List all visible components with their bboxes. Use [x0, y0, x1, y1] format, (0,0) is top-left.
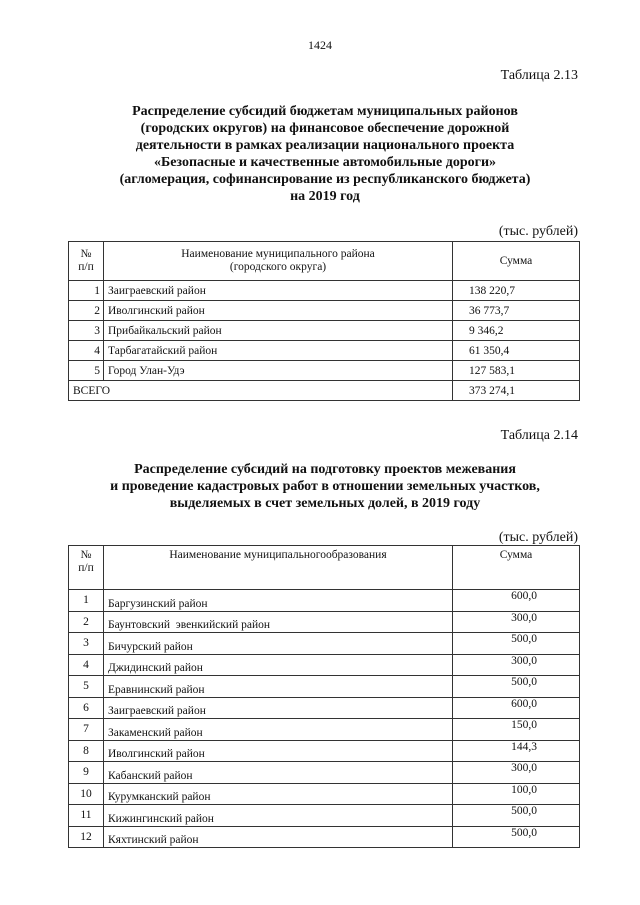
- table-row: [69, 826, 580, 848]
- title-line: (агломерация, софинансирование из республиканского бюджета): [119, 172, 531, 187]
- row-sum: 36 773,7: [453, 301, 580, 321]
- row-sum: 600,0: [453, 697, 580, 719]
- row-num: 5: [69, 361, 104, 381]
- table-row: [69, 740, 580, 762]
- row-sum: 500,0: [453, 826, 580, 848]
- row-sum: 127 583,1: [453, 361, 580, 381]
- title-line: выделяемых в счет земельных долей, в 2019 году: [169, 496, 481, 511]
- total-sum: 373 274,1: [453, 381, 580, 401]
- row-name: Прибайкальский район: [104, 321, 453, 341]
- header-num-line1: №: [80, 549, 92, 561]
- row-sum: 500,0: [453, 676, 580, 698]
- header-num-line1: №: [80, 248, 92, 260]
- table-row: [69, 783, 580, 805]
- row-sum: 300,0: [453, 611, 580, 633]
- row-name: Заиграевский район: [104, 697, 453, 719]
- row-name: Иволгинский район: [104, 301, 453, 321]
- row-num: 1: [69, 590, 104, 612]
- header-name-line1: Наименование муниципального района: [181, 248, 375, 260]
- row-name: Иволгинский район: [104, 740, 453, 762]
- row-sum: 61 350,4: [453, 341, 580, 361]
- table-row: [69, 341, 580, 361]
- title-line: Распределение субсидий бюджетам муниципальных районов: [132, 104, 518, 119]
- table-row: [69, 281, 580, 301]
- table-header-row: [69, 546, 580, 590]
- row-name: Город Улан-Удэ: [104, 361, 453, 381]
- table-2-14-title: [70, 461, 580, 512]
- title-line: Распределение субсидий на подготовку проектов межевания: [134, 462, 516, 477]
- row-sum: 100,0: [453, 783, 580, 805]
- row-num: 6: [69, 697, 104, 719]
- row-num: 5: [69, 676, 104, 698]
- row-num: 1: [69, 281, 104, 301]
- table-row: [69, 762, 580, 784]
- header-sum: Сумма: [453, 546, 580, 590]
- table-2-13: [68, 241, 580, 401]
- row-name: Бичурский район: [104, 633, 453, 655]
- page-number: 1424: [308, 38, 332, 52]
- row-sum: 9 346,2: [453, 321, 580, 341]
- total-row: [69, 381, 580, 401]
- row-num: 3: [69, 633, 104, 655]
- row-name: Закаменский район: [104, 719, 453, 741]
- header-num: [69, 242, 104, 281]
- table-2-14: [68, 545, 580, 848]
- total-label: ВСЕГО: [69, 381, 453, 401]
- header-name-line2: (городского округа): [229, 261, 327, 273]
- table-row: [69, 301, 580, 321]
- row-num: 4: [69, 341, 104, 361]
- header-num: [69, 546, 104, 590]
- header-name: [104, 242, 453, 281]
- table-row: [69, 361, 580, 381]
- row-sum: 300,0: [453, 654, 580, 676]
- table-2-13-label: Таблица 2.13: [500, 68, 578, 83]
- row-sum: 138 220,7: [453, 281, 580, 301]
- row-sum: 600,0: [453, 590, 580, 612]
- row-num: 8: [69, 740, 104, 762]
- header-num-line2: п/п: [78, 562, 94, 574]
- table-2-13-units: (тыс. рублей): [498, 224, 578, 239]
- row-num: 12: [69, 826, 104, 848]
- title-line: «Безопасные и качественные автомобильные дороги»: [153, 155, 497, 170]
- table-header-row: [69, 242, 580, 281]
- row-num: 10: [69, 783, 104, 805]
- row-sum: 300,0: [453, 762, 580, 784]
- header-num-line2: п/п: [78, 261, 94, 273]
- table-row: [69, 633, 580, 655]
- table-2-14-label: Таблица 2.14: [500, 428, 578, 443]
- row-name: Кяхтинский район: [104, 826, 453, 848]
- row-num: 4: [69, 654, 104, 676]
- table-row: [69, 697, 580, 719]
- row-sum: 150,0: [453, 719, 580, 741]
- title-line: деятельности в рамках реализации национального проекта: [135, 138, 515, 153]
- row-sum: 500,0: [453, 805, 580, 827]
- table-2-13-title: [70, 103, 580, 205]
- row-name: Кижингинский район: [104, 805, 453, 827]
- table-row: [69, 590, 580, 612]
- row-name: Тарбагатайский район: [104, 341, 453, 361]
- row-num: 7: [69, 719, 104, 741]
- row-name: Баунтовский эвенкийский район: [104, 611, 453, 633]
- table-row: [69, 321, 580, 341]
- table-row: [69, 611, 580, 633]
- row-sum: 144,3: [453, 740, 580, 762]
- row-num: 11: [69, 805, 104, 827]
- table-row: [69, 654, 580, 676]
- table-row: [69, 676, 580, 698]
- title-line: и проведение кадастровых работ в отношении земельных участков,: [110, 479, 540, 494]
- row-name: Джидинский район: [104, 654, 453, 676]
- row-name: Курумканский район: [104, 783, 453, 805]
- table-2-14-units: (тыс. рублей): [498, 530, 578, 545]
- title-line: на 2019 год: [290, 189, 360, 204]
- row-num: 2: [69, 301, 104, 321]
- title-line: (городских округов) на финансовое обеспечение дорожной: [140, 121, 510, 136]
- row-name: Баргузинский район: [104, 590, 453, 612]
- row-sum: 500,0: [453, 633, 580, 655]
- header-name: Наименование муниципальногообразования: [104, 546, 453, 590]
- table-row: [69, 805, 580, 827]
- table-row: [69, 719, 580, 741]
- row-num: 3: [69, 321, 104, 341]
- row-name: Кабанский район: [104, 762, 453, 784]
- row-num: 2: [69, 611, 104, 633]
- row-name: Еравнинский район: [104, 676, 453, 698]
- header-sum: Сумма: [453, 242, 580, 281]
- row-num: 9: [69, 762, 104, 784]
- row-name: Заиграевский район: [104, 281, 453, 301]
